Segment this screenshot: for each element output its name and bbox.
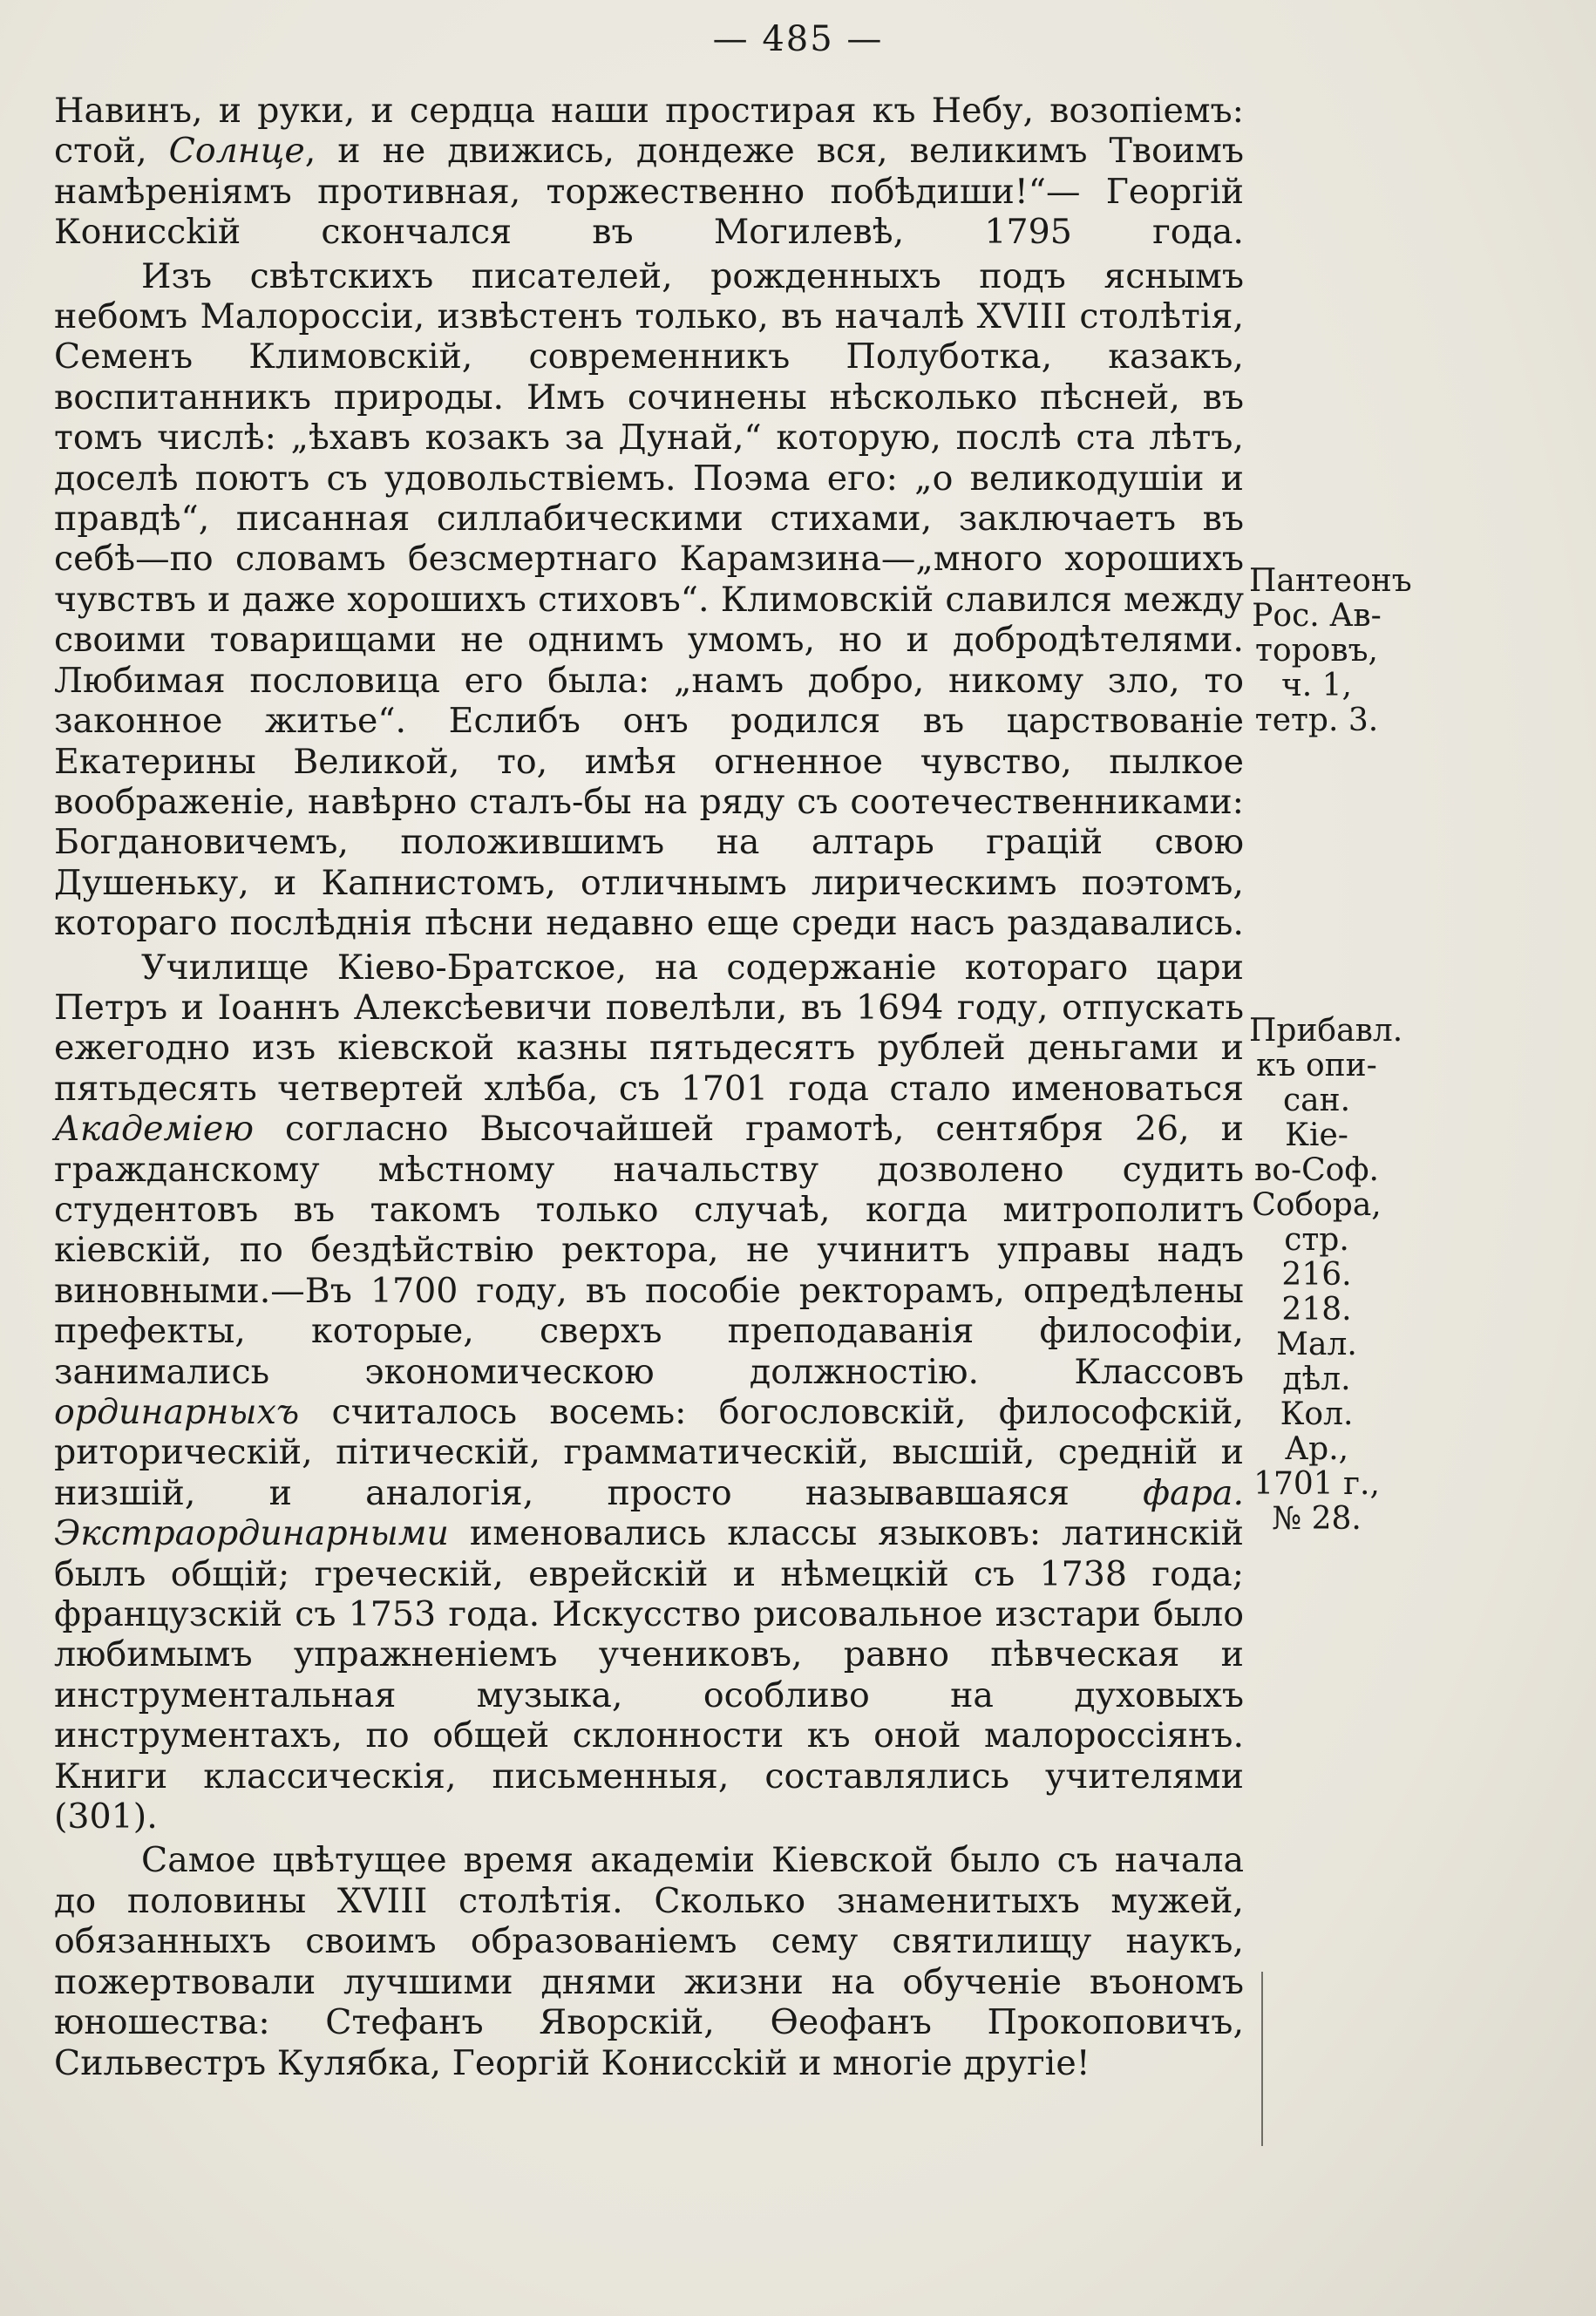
margin-note-line: ч. 1, [1280, 668, 1353, 703]
text-run: Изъ свѣтскихъ писателей, рожденныхъ подъ яснымъ небомъ Малороссіи, извѣстенъ только, въ началѣ XVIII столѣтія, Семенъ Климовскій, современникъ Полуботка, казакъ, воспитанникъ природы. Имъ сочинены нѣсколько пѣсней, въ томъ числѣ: „ѣхавъ козакъ за Дунай,“ которую, послѣ ста лѣтъ, доселѣ поютъ съ удовольствіемъ. Поэма его: „о великодушіи и правдѣ“, писанная силлабическими стихами, заключаетъ въ себѣ—по словамъ безсмертнаго Карамзина—„много хорошихъ чувствъ и даже хорошихъ стиховъ“. Климовскій славился между своими товарищами не однимъ умомъ, но и добродѣтелями. Любимая пословица его была: „намъ добро, никому зло, то законное житье“. Еслибъ онъ родился въ царствованіе Екатерины Великой, то, имѣя огненное чувство, пылкое воображеніе, навѣрно сталъ-бы на ряду съ соотечественниками: Богдановичемъ, положившимъ на алтарь грацій свою Душеньку, и Капнистомъ, отличнымъ лирическимъ поэтомъ, котораго послѣднія пѣсни недавно еще среди насъ раздавались. [54, 255, 1244, 944]
margin-note-line: тетр. 3. [1254, 703, 1379, 738]
margin-note-line: стр. 216. [1281, 1222, 1352, 1293]
margin-note-line: къ опи- [1256, 1048, 1377, 1083]
margin-note-line: во-Соф. [1254, 1152, 1379, 1188]
margin-note-line: № 28. [1272, 1501, 1362, 1537]
italic-text: Академіею [54, 1109, 254, 1150]
margin-note-line: Кол. Ар., [1280, 1396, 1354, 1467]
margin-note-line: 218. [1281, 1292, 1352, 1328]
paragraph-4 [54, 1840, 1244, 2082]
margin-note-line: сан. Кіе- [1282, 1083, 1351, 1153]
italic-text: фара. Экстраординарными [54, 1472, 1244, 1554]
margin-note-pantheon [1249, 563, 1412, 738]
italic-text: Солнце [168, 131, 305, 172]
text-run: согласно Высочайшей грамотѣ, сентября 26, и гражданскому мѣстному начальству дозволено судить студентовъ въ такомъ только случаѣ, когда митрополитъ кіевскій, по бездѣйствію ректора, не учинитъ управы надъ виновными.—Въ 1700 году, въ пособіе ректорамъ, опредѣлены префекты, которые, сверхъ преподаванія философіи, занимались экономическою должностію. Классовъ [54, 1109, 1244, 1392]
margin-note-pribavl [1249, 1013, 1403, 1537]
text-run: именовались классы языковъ: латинскій былъ общій; греческій, еврейскій и нѣмецкій съ 1738 года; французскій съ 1753 года. Искусство рисовальное изстари было любимымъ упражненіемъ учениковъ, равно пѣвческая и инструментальная музыка, особливо на духовыхъ инструментахъ, по общей склонности къ оной малороссіянъ. Книги классическія, письменныя, составлялись учителями (301). [54, 1513, 1244, 1837]
text-run: Самое цвѣтущее время академіи Кіевской было съ начала до половины XVIII столѣтія. Сколько знаменитыхъ мужей, обязанныхъ своимъ образованіемъ сему святилищу наукъ, пожертвовали лучшими днями жизни на обученіе въономъ юношества: Стефанъ Яворскій, Ѳеофанъ Прокоповичъ, Сильвестръ Кулябка, Георгій Кониссkій и многіе другіе! [54, 1840, 1244, 2083]
paragraph-3 [54, 947, 1244, 1837]
margin-note-line: Прибавл. [1249, 1013, 1403, 1049]
margin-note-line: 1701 г., [1253, 1466, 1380, 1502]
margin-note-line: Мал. дѣл. [1276, 1327, 1357, 1397]
margin-note-line: Пантеонъ [1249, 563, 1412, 599]
page-number-header: — 485 — [712, 19, 884, 59]
italic-text: ординарныхъ [54, 1392, 300, 1432]
paragraph-2 [54, 256, 1244, 944]
paragraph-1 [54, 91, 1244, 253]
margin-note-line: торовъ, [1255, 633, 1378, 669]
text-run: Училище Кіево-Братское, на содержаніе котораго цари Петръ и Іоаннъ Алексѣевичи повелѣли, въ 1694 году, отпускать ежегодно изъ кіевской казны пятьдесятъ рублей деньгами и пятьдесять четвертей хлѣба, съ 1701 года стало именоваться [54, 947, 1244, 1109]
main-text-column [54, 91, 1244, 2083]
margin-note-line: Собора, [1252, 1187, 1382, 1223]
margin-note-line: Рос. Ав- [1252, 598, 1382, 634]
pencil-mark [1261, 1972, 1267, 2146]
text-run: считалось восемь: богословскій, философскій, риторическій, пітическій, грамматическій, высшій, средній и низшій, и аналогія, просто называвшаяся [54, 1392, 1244, 1513]
text-run: Навинъ, и руки, и сердца наши простирая къ Небу, возопіемъ: стой, [54, 91, 1244, 172]
text-run: , и не движись, дондеже вся, великимъ Твоимъ намѣреніямъ противная, торжественно побѣдиши!“— Георгій Кониссkій скончался въ Могилевѣ, 1795 года. [54, 131, 1244, 253]
